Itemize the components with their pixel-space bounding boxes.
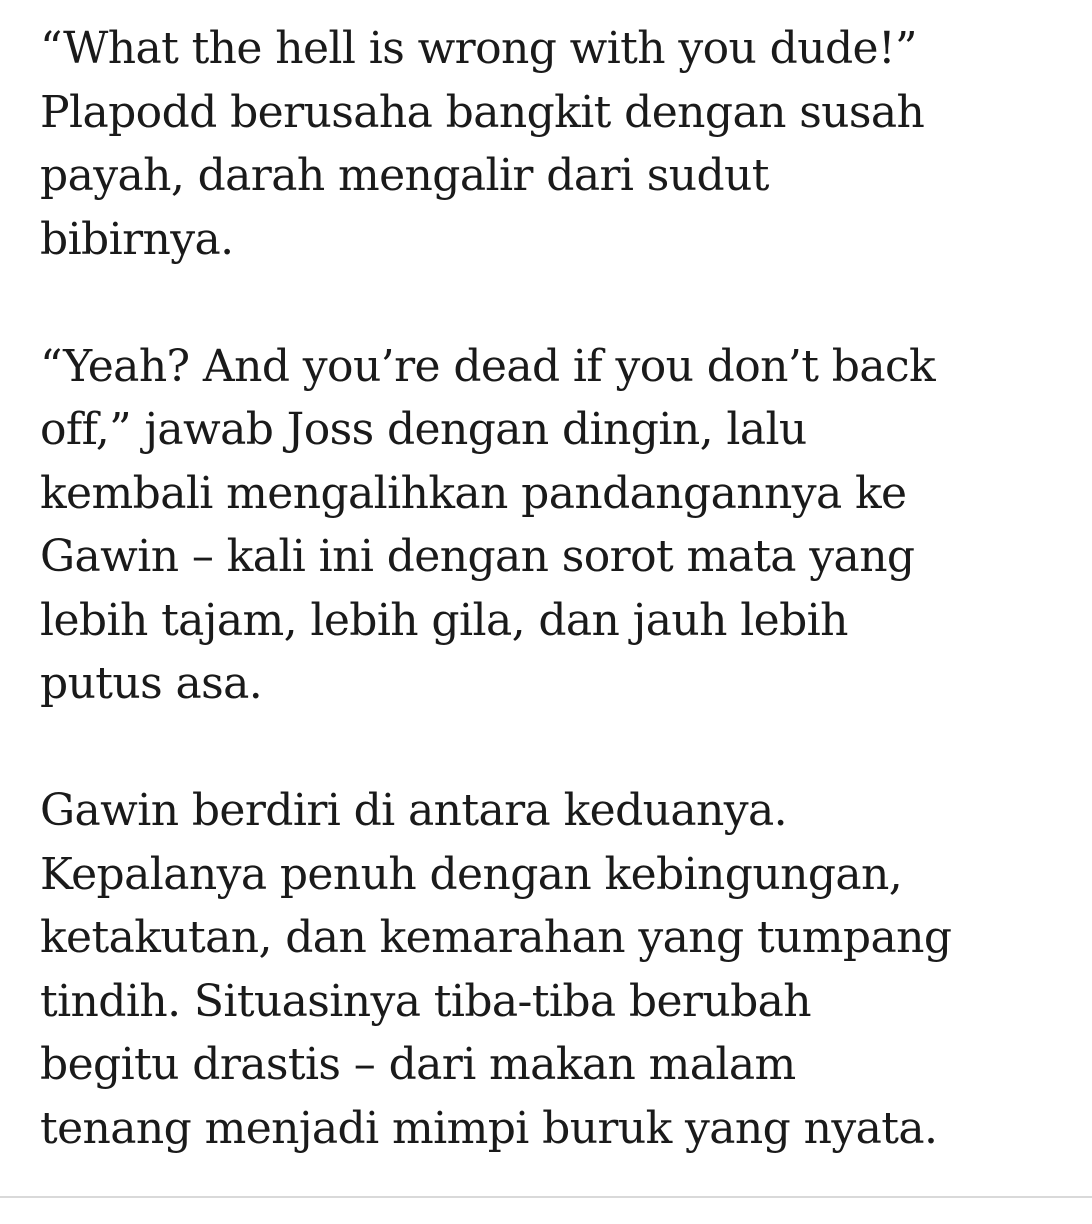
text-line: Gawin berdiri di antara keduanya. <box>40 785 788 836</box>
text-line: bibirnya. <box>40 213 234 265</box>
text-line: tindih. Situasinya tiba-tiba berubah <box>40 975 812 1027</box>
bottom-divider <box>0 1196 1092 1198</box>
story-text <box>40 17 1085 1224</box>
text-line: payah, darah mengalir dari sudut <box>40 150 769 201</box>
paragraph-1 <box>40 17 1085 271</box>
text-line: begitu drastis – dari makan malam <box>40 1039 796 1090</box>
text-line: putus asa. <box>40 658 263 709</box>
text-line: kembali mengalihkan pandangannya ke <box>40 467 907 519</box>
text-line: lebih tajam, lebih gila, dan jauh lebih <box>40 594 848 646</box>
paragraph-2 <box>40 335 1085 716</box>
paragraph-3 <box>40 779 1085 1160</box>
text-line: Plapodd berusaha bangkit dengan susah <box>40 86 925 138</box>
text-line: Kepalanya penuh dengan kebingungan, <box>40 848 903 900</box>
text-line: ketakutan, dan kemarahan yang tumpang <box>40 912 952 963</box>
text-line: tenang menjadi mimpi buruk yang nyata. <box>40 1102 938 1154</box>
text-line: “What the hell is wrong with you dude!” <box>40 23 917 74</box>
text-line: Gawin – kali ini dengan sorot mata yang <box>40 531 915 582</box>
text-line: off,” jawab Joss dengan dingin, lalu <box>40 404 807 455</box>
text-line: “Yeah? And you’re dead if you don’t back <box>40 340 936 392</box>
